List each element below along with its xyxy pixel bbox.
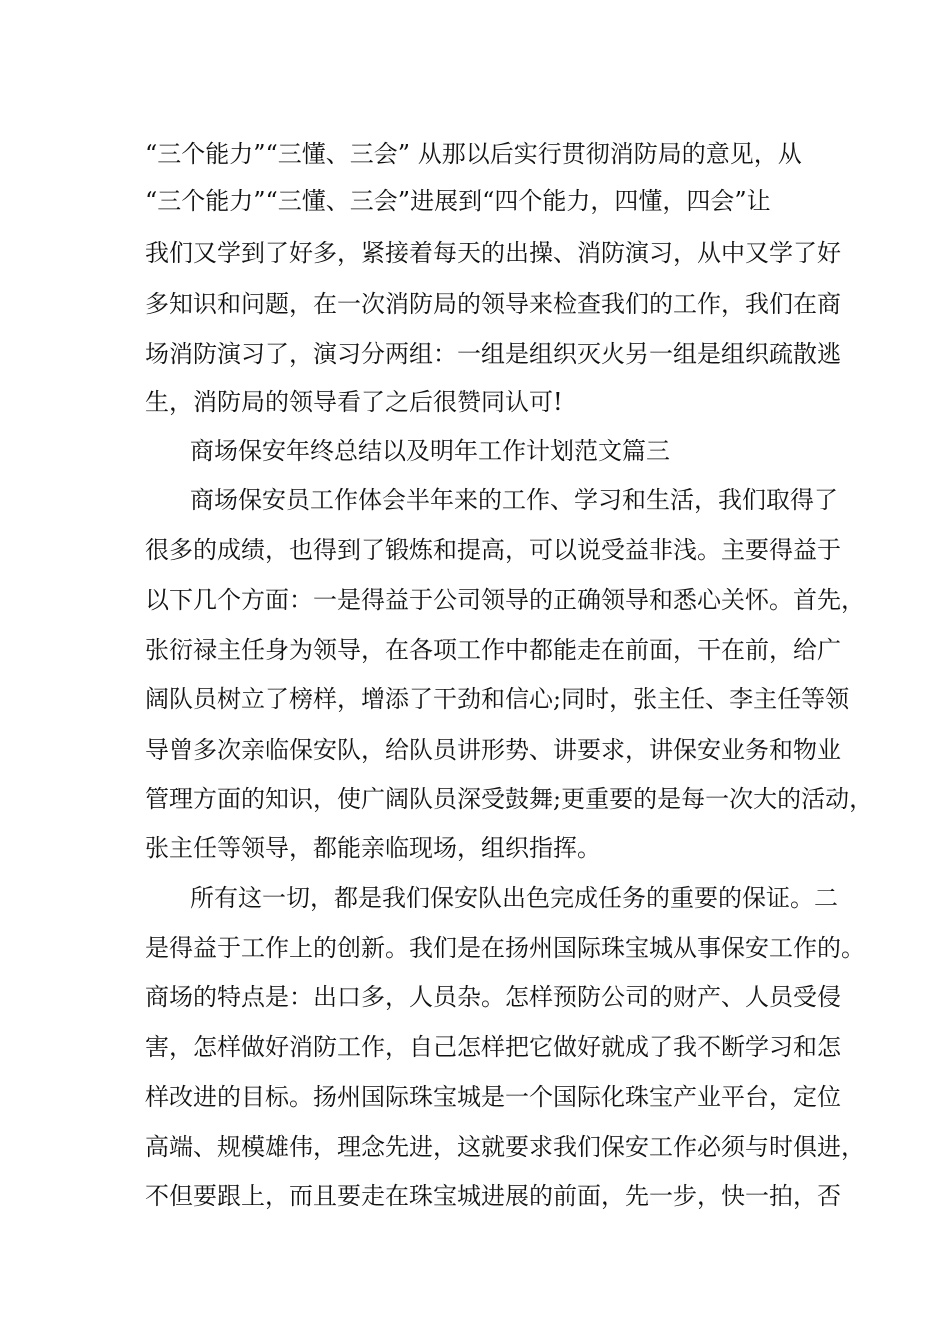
text-line: 管理方面的知识，使广阔队员深受鼓舞;更重要的是每一次大的活动，	[145, 785, 874, 813]
text-line: 多知识和问题，在一次消防局的领导来检查我们的工作，我们在商	[145, 290, 841, 318]
text-line: 是得益于工作上的创新。我们是在扬州国际珠宝城从事保安工作的。	[145, 934, 865, 962]
text-line: 不但要跟上，而且要走在珠宝城进展的前面，先一步，快一拍，否	[145, 1182, 841, 1210]
text-line: 害，怎样做好消防工作，自己怎样把它做好就成了我不断学习和怎	[145, 1033, 841, 1061]
text-line: 阔队员树立了榜样，增添了干劲和信心;同时，张主任、李主任等领	[145, 685, 850, 713]
section-heading: 商场保安年终总结以及明年工作计划范文篇三	[190, 437, 670, 465]
text-line: 很多的成绩，也得到了锻炼和提高，可以说受益非浅。主要得益于	[145, 536, 841, 564]
text-line: 张主任等领导，都能亲临现场，组织指挥。	[145, 834, 601, 862]
text-line: 以下几个方面：一是得益于公司领导的正确领导和悉心关怀。首先，	[145, 586, 865, 614]
text-line: 商场的特点是：出口多，人员杂。怎样预防公司的财产、人员受侵	[145, 983, 841, 1011]
text-line: 生，消防局的领导看了之后很赞同认可!	[145, 388, 563, 416]
text-line: 样改进的目标。扬州国际珠宝城是一个国际化珠宝产业平台，定位	[145, 1083, 841, 1111]
text-line: 高端、规模雄伟，理念先进，这就要求我们保安工作必须与时俱进，	[145, 1133, 865, 1161]
text-line: 导曾多次亲临保安队，给队员讲形势、讲要求，讲保安业务和物业	[145, 736, 841, 764]
text-line: 商场保安员工作体会半年来的工作、学习和生活，我们取得了	[190, 486, 838, 514]
text-line: “三个能力”“三懂、三会”进展到“四个能力，四懂，四会”让	[145, 187, 771, 215]
text-line: “三个能力”“三懂、三会” 从那以后实行贯彻消防局的意见，从	[145, 140, 802, 168]
text-line: 张衍禄主任身为领导，在各项工作中都能走在前面，干在前，给广	[145, 636, 841, 664]
text-line: 场消防演习了，演习分两组：一组是组织灭火另一组是组织疏散逃	[145, 340, 841, 368]
text-line: 所有这一切，都是我们保安队出色完成任务的重要的保证。二	[190, 884, 838, 912]
text-line: 我们又学到了好多，紧接着每天的出操、消防演习，从中又学了好	[145, 239, 841, 267]
